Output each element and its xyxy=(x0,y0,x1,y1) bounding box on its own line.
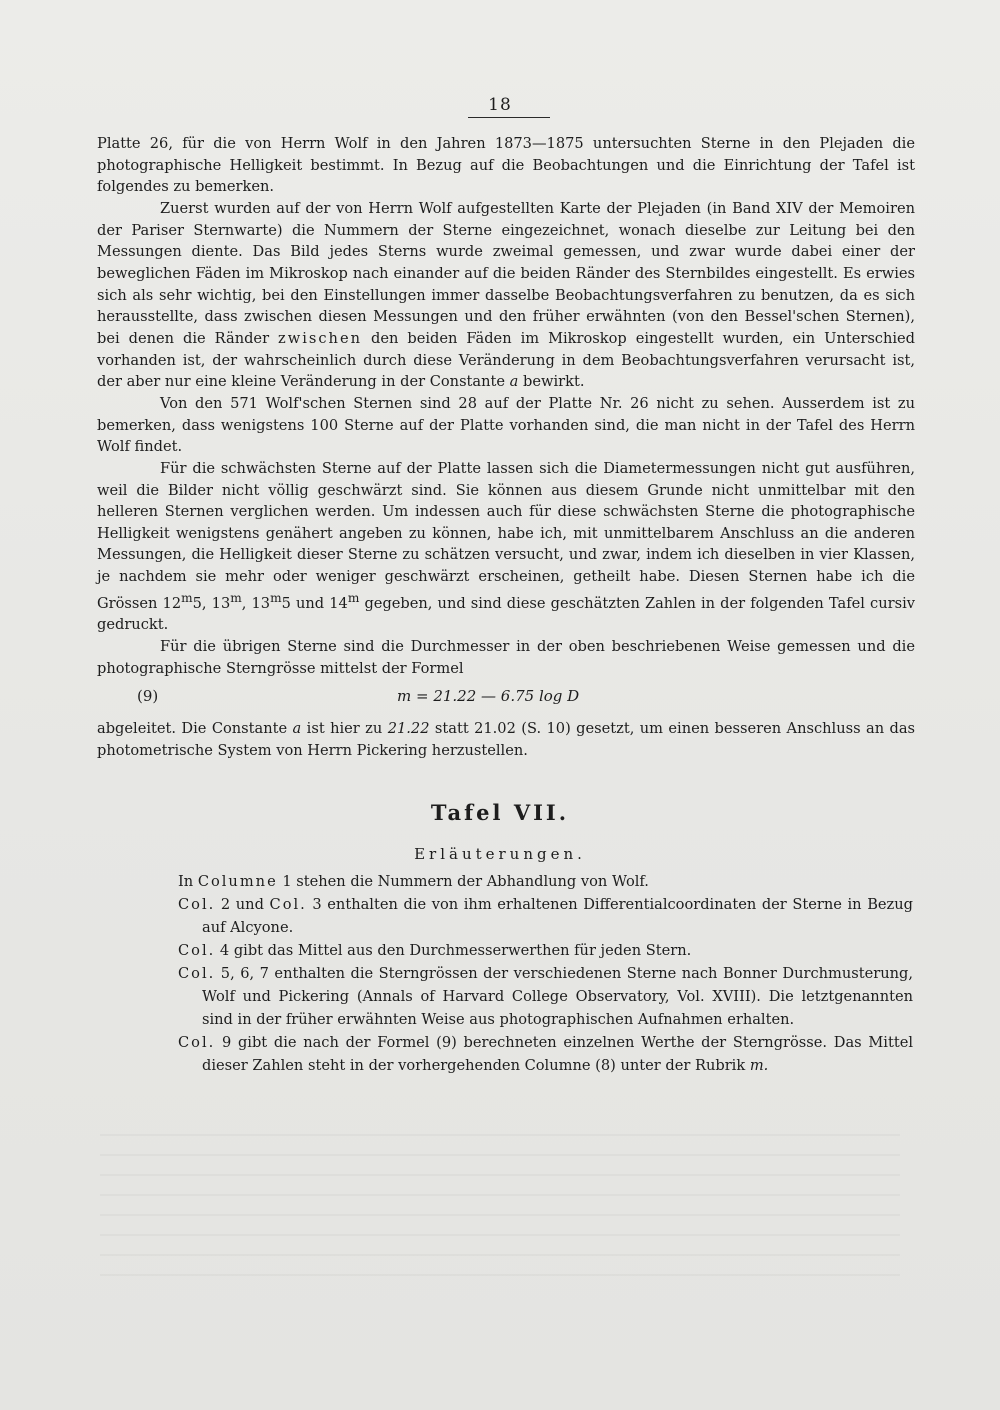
paragraph-1: Platte 26, für die von Herrn Wolf in den Jahren 1873—1875 untersuchten Sterne in den Plejaden die photographische Helligkeit bestimmt. In Bezug auf die Beobachtungen und die Einrichtung der Tafel ist folgendes zu bemerken. xyxy=(97,135,915,196)
formula-row xyxy=(97,684,915,708)
paragraph-2 xyxy=(97,198,915,393)
paragraph-2-part-2: den beiden Fäden im Mikroskop eingestellt wurden, ein Unterschied vorhanden ist, der wahrscheinlich durch diese Veränderung in dem Beobachtungsverfahren verursacht ist, der aber nur eine kleine Veränderung in der Constante xyxy=(97,329,916,391)
paragraph-3: Von den 571 Wolf'schen Sternen sind 28 auf der Platte Nr. 26 nicht zu sehen. Ausserdem ist zu bemerken, dass wenigstens 100 Sterne auf der Platte vorhanden sind, die man nicht in der Tafel des Herrn Wolf findet. xyxy=(97,394,915,456)
entry-1-text: 1 stehen die Nummern der Abhandlung von Wolf. xyxy=(282,873,649,890)
table-heading: Tafel VII. xyxy=(430,800,570,825)
explanations-list xyxy=(178,870,913,1077)
after-formula-part-2: ist hier zu xyxy=(306,720,383,737)
entry-2-text: 2 und xyxy=(220,896,264,913)
entry-4-text: 5, 6, 7 enthalten die Sterngrössen der verschiedenen Sterne nach Bonner Durchmusterung, Wolf und Pickering (Annals of Harvard College Observatory, Vol. XVIII). Die letztgenannten sind in der früher erwähnten Weise aus photographischen Aufnahmen erhalten. xyxy=(202,965,913,1028)
page-number: 18 xyxy=(488,95,512,115)
formula-number: (9) xyxy=(137,687,159,705)
after-formula-part-3: statt 21.02 (S. 10) gesetzt, um einen besseren Anschluss an das photometrische System von Herrn Pickering herzustellen. xyxy=(97,720,916,759)
entry-5-spaced: Col. xyxy=(178,1034,216,1051)
magnitude-superscript-4: m xyxy=(347,590,360,605)
formula-expression: m = 21.22 — 6.75 log D xyxy=(397,687,580,705)
constant-a-symbol: a xyxy=(509,373,519,391)
entry-3-text: 4 gibt das Mittel aus den Durchmesserwerthen für jeden Stern. xyxy=(219,942,692,959)
explanation-entry-3 xyxy=(178,939,913,962)
explanation-entry-1 xyxy=(178,870,913,893)
table-subheading: Erläuterungen. xyxy=(414,845,586,863)
entry-4-spaced: Col. xyxy=(178,965,216,982)
magnitude-superscript-1: m xyxy=(181,590,193,605)
explanation-entry-5 xyxy=(178,1031,913,1077)
paragraph-4-part-5: gegeben, und sind diese geschätzten Zahlen in der folgenden Tafel cursiv gedruckt. xyxy=(97,594,915,634)
paragraph-4 xyxy=(97,458,915,636)
magnitude-superscript-2: m xyxy=(230,590,242,605)
entry-2-text-2: 3 enthalten die von ihm erhaltenen Differentialcoordinaten der Sterne in Bezug auf Alcyone. xyxy=(202,896,913,936)
reverse-side-bleed-through xyxy=(100,1120,900,1290)
paragraph-5: Für die übrigen Sterne sind die Durchmesser in der oben beschriebenen Weise gemessen und die photographische Sterngrösse mittelst der Formel xyxy=(97,637,915,677)
paragraph-4-part-4: 5 und 14 xyxy=(281,594,348,612)
magnitude-superscript-3: m xyxy=(270,590,282,605)
entry-5-italic-m: m. xyxy=(749,1057,769,1074)
entry-2-spaced: Col. xyxy=(178,896,216,913)
paragraph-4-part-3: , 13 xyxy=(241,594,271,612)
after-formula-constant-value: 21.22 xyxy=(387,720,430,737)
entry-3-spaced: Col. xyxy=(178,942,216,959)
explanation-entry-4 xyxy=(178,962,913,1031)
paragraph-2-part-1: Zuerst wurden auf der von Herrn Wolf aufgestellten Karte der Plejaden (in Band XIV der Memoiren der Pariser Sternwarte) die Nummern der Sterne eingezeichnet, wonach dieselbe zur Leitung bei den Messungen diente. Das Bild jedes Sterns wurde zweimal gemessen, und zwar wurde dabei einer der beweglichen Fäden im Mikroskop nach einander auf die beiden Ränder des Sternbildes eingestellt. Es erwies sich als sehr wichtig, bei den Einstellungen immer dasselbe Beobachtungsverfahren zu benutzen, da es sich herausstellte, dass zwischen diesen Messungen und den früher erwähnten (von den Bessel'schen Sternen), bei denen die Ränder xyxy=(97,199,915,347)
after-formula-constant-symbol: a xyxy=(292,720,302,737)
paragraph-2-spaced-word: zwischen xyxy=(278,329,362,347)
entry-5-text: 9 gibt die nach der Formel (9) berechneten einzelnen Werthe der Sterngrösse. Das Mittel dieser Zahlen steht in der vorhergehenden Columne (8) unter der Rubrik xyxy=(202,1034,913,1074)
entry-2-spaced-2: Col. xyxy=(269,896,307,913)
paragraph-6 xyxy=(97,718,915,761)
page-number-rule xyxy=(468,117,550,118)
entry-1-spaced: Columne xyxy=(197,873,278,890)
paragraph-4-part-2: 5, 13 xyxy=(192,594,231,612)
after-formula-text xyxy=(97,718,915,761)
paragraph-2-part-3: bewirkt. xyxy=(523,373,585,391)
paragraph-4-part-1: Für die schwächsten Sterne auf der Platte lassen sich die Diametermessungen nicht gut ausführen, weil die Bilder nicht völlig geschwärzt sind. Sie können aus diesem Grunde nicht unmittelbar mit den helleren Sternen verglichen werden. Um indessen auch für diese schwächsten Sterne die photographische Helligkeit wenigstens genähert angeben zu können, habe ich, mit unmittelbarem Anschluss an die anderen Messungen, die Helligkeit dieser Sterne zu schätzen versucht, und zwar, indem ich dieselben in vier Klassen, je nachdem sie mehr oder weniger geschwärzt erscheinen, getheilt habe. Diesen Sternen habe ich die Grössen 12 xyxy=(97,459,915,612)
entry-1-lead: In xyxy=(178,873,194,890)
explanation-entry-2 xyxy=(178,893,913,939)
body-text xyxy=(97,133,915,679)
after-formula-part-1: abgeleitet. Die Constante xyxy=(97,720,288,737)
